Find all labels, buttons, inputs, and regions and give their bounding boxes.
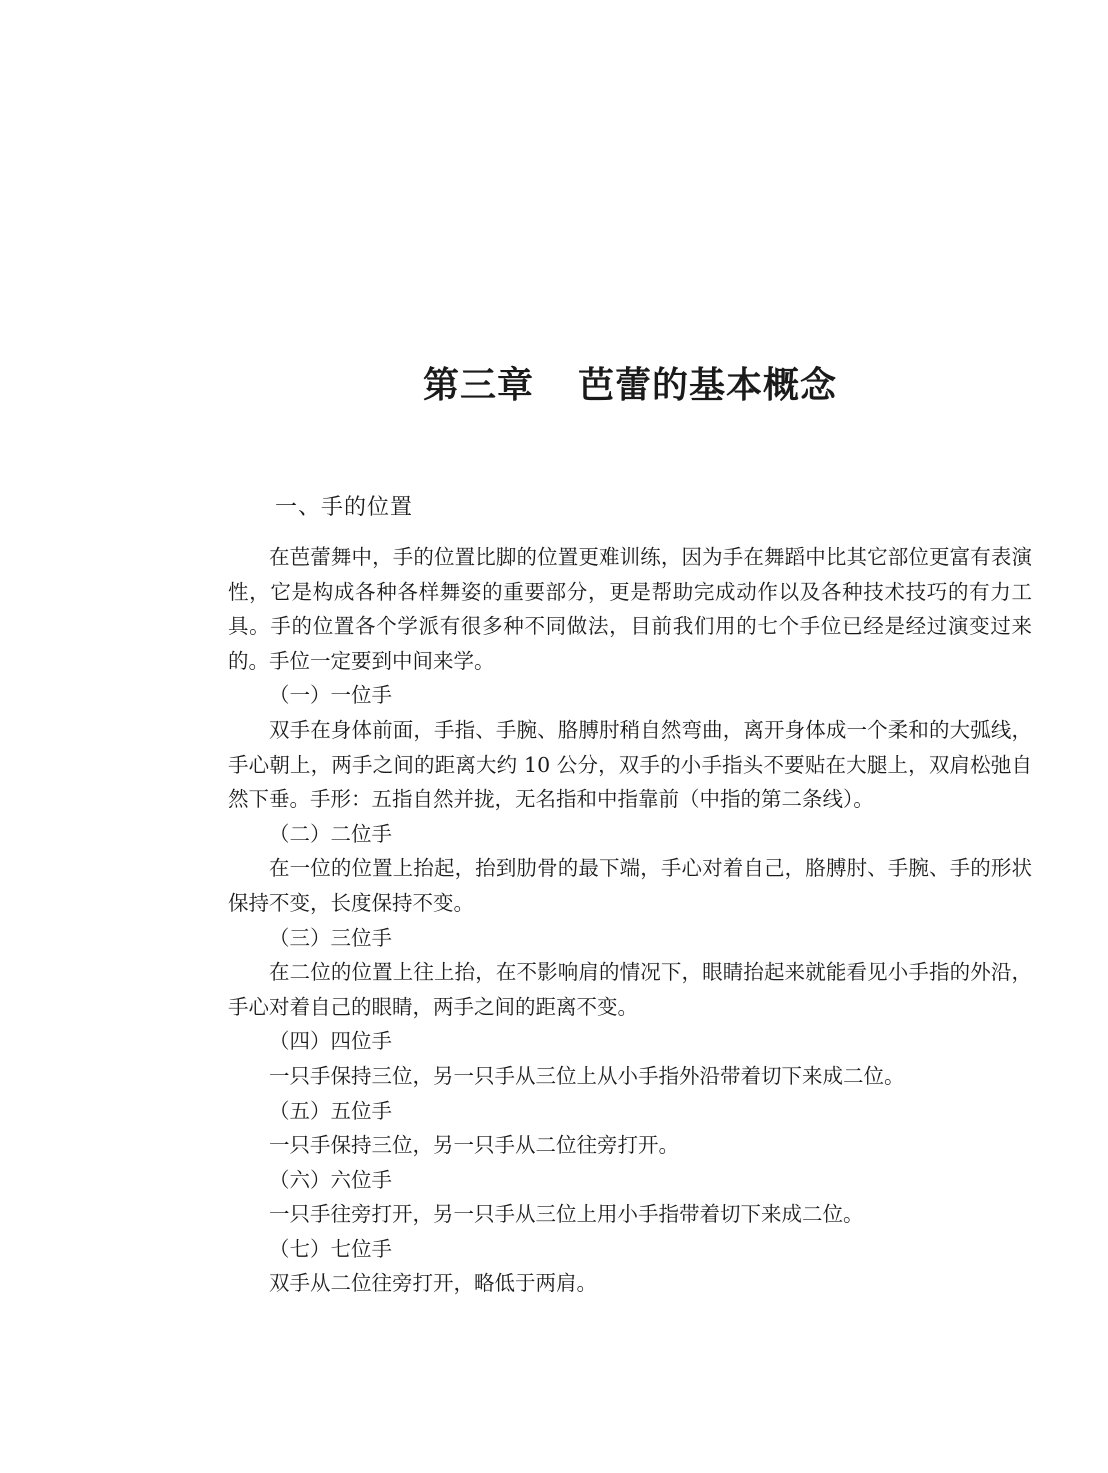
chapter-number: 第三章	[422, 365, 534, 406]
chapter-name: 芭蕾的基本概念	[578, 365, 838, 406]
position-5-text: 一只手保持三位，另一只手从二位往旁打开。	[269, 1133, 679, 1158]
position-6-label: （六）六位手	[269, 1167, 392, 1192]
position-7-text: 双手从二位往旁打开，略低于两肩。	[269, 1271, 597, 1296]
position-3-label: （三）三位手	[269, 925, 392, 950]
intro-paragraph: 在芭蕾舞中，手的位置比脚的位置更难训练，因为手在舞蹈中比其它部位更富有表演性，它是构成各种各样舞姿的重要部分，更是帮助完成动作以及各种技术技巧的有力工具。手的位置各个学派有很多种不同做法，目前我们用的七个手位已经是经过演变过来的。手位一定要到中间来学。	[228, 545, 1032, 673]
chapter-title	[0, 364, 1108, 408]
body-text	[228, 540, 1032, 1301]
position-2-text: 在一位的位置上抬起，抬到肋骨的最下端，手心对着自己，胳膊肘、手腕、手的形状保持不变，长度保持不变。	[228, 856, 1032, 915]
position-7-label: （七）七位手	[269, 1236, 392, 1261]
position-4-label: （四）四位手	[269, 1029, 392, 1054]
position-4-text: 一只手保持三位，另一只手从三位上从小手指外沿带着切下来成二位。	[269, 1063, 905, 1088]
position-6-text: 一只手往旁打开，另一只手从三位上用小手指带着切下来成二位。	[269, 1202, 864, 1227]
position-1-text: 双手在身体前面，手指、手腕、胳膊肘稍自然弯曲，离开身体成一个柔和的大弧线，手心朝上，两手之间的距离大约 10 公分，双手的小手指头不要贴在大腿上，双肩松弛自然下垂。手形：五指自然并拢，无名指和中指靠前（中指的第二条线）。	[228, 717, 1032, 812]
section-heading: 一、手的位置	[275, 495, 414, 520]
position-1-label: （一）一位手	[269, 683, 392, 708]
position-3-text: 在二位的位置上往上抬，在不影响肩的情况下，眼睛抬起来就能看见小手指的外沿，手心对着自己的眼睛，两手之间的距离不变。	[228, 960, 1032, 1019]
position-2-label: （二）二位手	[269, 821, 392, 846]
position-5-label: （五）五位手	[269, 1098, 392, 1123]
